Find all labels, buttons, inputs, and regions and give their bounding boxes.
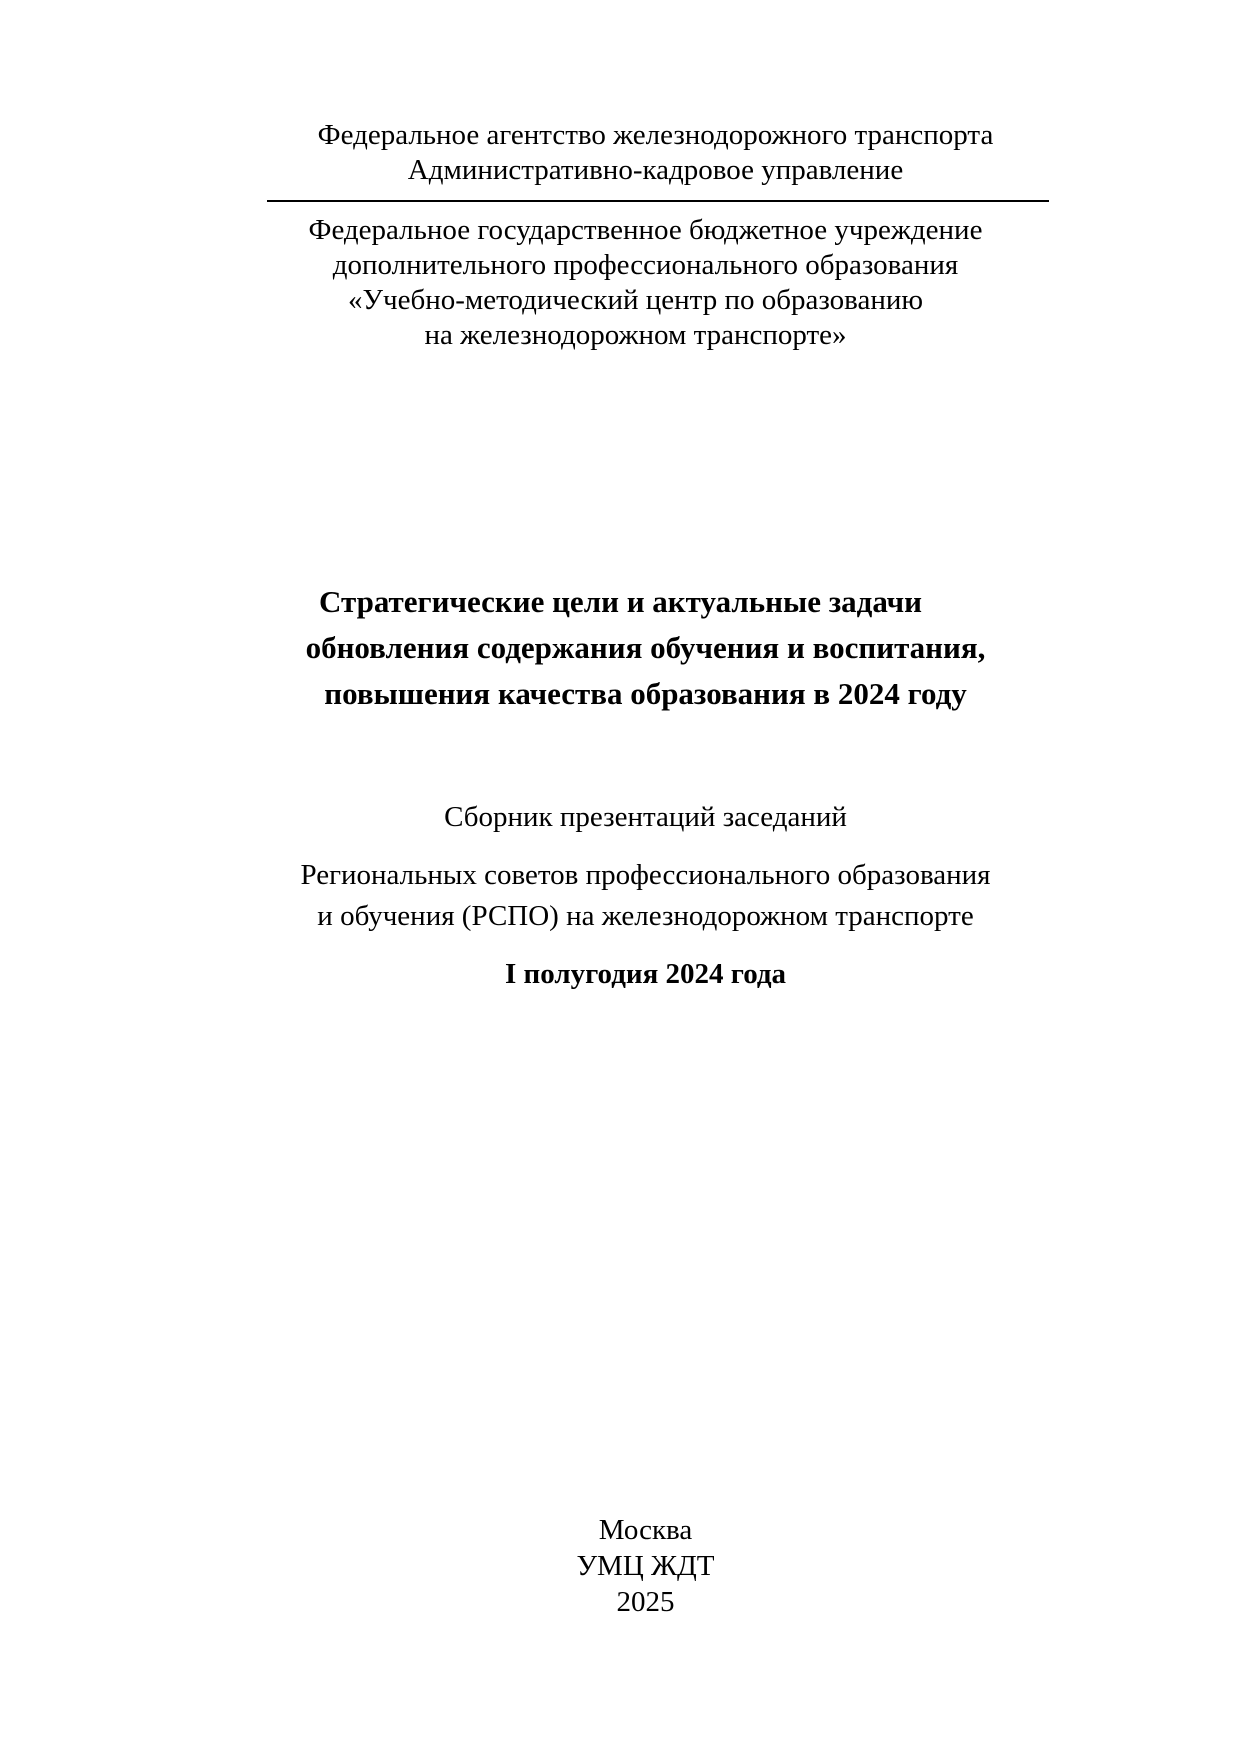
institution-line-3: «Учебно-методический центр по образованию bbox=[347, 284, 924, 316]
header-divider bbox=[267, 200, 1049, 202]
imprint-publisher: УМЦ ЖДТ bbox=[576, 1550, 715, 1582]
document-title-line-2: обновления содержания обучения и воспитания, bbox=[305, 630, 986, 665]
councils-line-1: Региональных советов профессионального образования bbox=[300, 859, 991, 891]
institution-line-1: Федеральное государственное бюджетное учреждение bbox=[308, 214, 983, 246]
period-label: I полугодия 2024 года bbox=[504, 958, 787, 990]
institution-line-4: на железнодорожном транспорте» bbox=[424, 319, 847, 351]
collection-label: Сборник презентаций заседаний bbox=[444, 801, 847, 833]
institution-line-2: дополнительного профессионального образования bbox=[332, 249, 959, 281]
document-title-line-1: Стратегические цели и актуальные задачи bbox=[319, 584, 922, 619]
agency-name: Федеральное агентство железнодорожного транспорта bbox=[317, 119, 994, 151]
imprint-year: 2025 bbox=[616, 1586, 675, 1618]
councils-line-2: и обучения (РСПО) на железнодорожном транспорте bbox=[317, 900, 974, 932]
department-name: Административно-кадровое управление bbox=[407, 154, 904, 186]
document-title-line-3: повышения качества образования в 2024 году bbox=[324, 676, 967, 711]
imprint-city: Москва bbox=[598, 1514, 693, 1546]
